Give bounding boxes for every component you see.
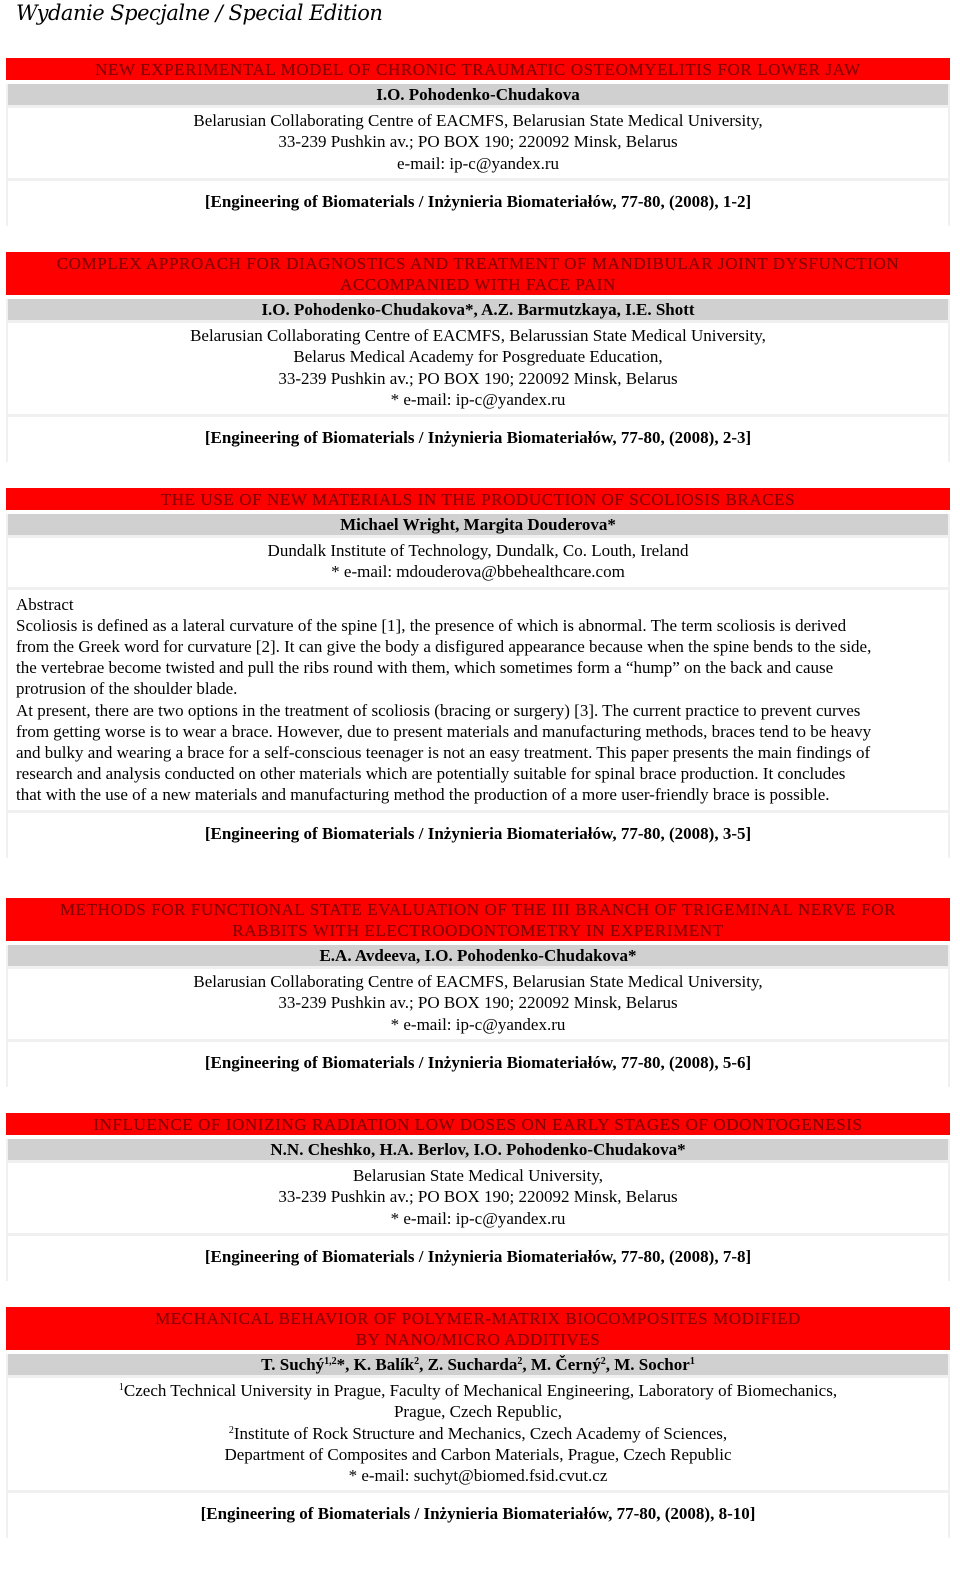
author-name: , Z. Sucharda [419, 1355, 518, 1374]
affiliation-line: Belarusian Collaborating Centre of EACMFS, Belarusian State Medical University, [193, 972, 763, 991]
author-affiliation-mark: 1 [689, 1356, 695, 1367]
affiliation-mark: 2 [228, 1424, 234, 1436]
article-reference: [Engineering of Biomaterials / Inżynieria Biomateriałów, 77-80, (2008), 1-2] [8, 181, 948, 226]
affiliation-line: 33-239 Pushkin av.; PO BOX 190; 220092 Minsk, Belarus [278, 132, 678, 152]
article-reference: [Engineering of Biomaterials / Inżynieria Biomateriałów, 77-80, (2008), 7-8] [8, 1236, 948, 1281]
article-title [6, 488, 950, 510]
affiliation-line: * e-mail: suchyt@biomed.fsid.cvut.cz [348, 1466, 608, 1486]
title-line: BY NANO/MICRO ADDITIVES [355, 1330, 601, 1349]
abstract-heading: Abstract [16, 594, 74, 614]
title-line: INFLUENCE OF IONIZING RADIATION LOW DOSES ON EARLY STAGES OF ODONTOGENESIS [93, 1115, 863, 1134]
author-affiliation-mark: 2 [600, 1356, 606, 1367]
article-2 [6, 252, 950, 462]
title-line: METHODS FOR FUNCTIONAL STATE EVALUATION OF THE III BRANCH OF TRIGEMINAL NERVE FOR [59, 900, 897, 919]
article-authors: Michael Wright, Margita Douderova* [8, 514, 948, 535]
article-title [6, 252, 950, 295]
article-reference: [Engineering of Biomaterials / Inżynieria Biomateriałów, 77-80, (2008), 8-10] [8, 1493, 948, 1538]
article-affiliation [8, 323, 948, 414]
title-line: MECHANICAL BEHAVIOR OF POLYMER-MATRIX BIOCOMPOSITES MODIFIED [155, 1309, 801, 1328]
article-affiliation [8, 538, 948, 587]
article-authors: N.N. Cheshko, H.A. Berlov, I.O. Pohodenko-Chudakova* [8, 1139, 948, 1160]
affiliation-line: $^2$Institute of Rock Structure and Mechanics, Czech Academy of Sciences, [228, 1423, 728, 1443]
author-name: , M. Sochor [605, 1355, 690, 1374]
article-6 [6, 1307, 950, 1538]
article-affiliation [8, 1163, 948, 1233]
author-affiliation-mark: 1,2 [324, 1356, 337, 1367]
affiliation-mark: 1 [118, 1382, 124, 1393]
author-name: T. Suchý [261, 1355, 325, 1374]
author-name: , M. Černý [522, 1355, 601, 1374]
affiliation-line: Belarus Medical Academy for Posgreduate Education, [293, 347, 663, 367]
article-reference: [Engineering of Biomaterials / Inżynieria Biomateriałów, 77-80, (2008), 5-6] [8, 1042, 948, 1087]
author-affiliation-mark: 2 [517, 1356, 523, 1367]
affiliation-line: Belarusian State Medical University, [352, 1166, 604, 1185]
author-name: *, K. Balík [336, 1355, 415, 1374]
affiliation-line: $^1$Czech Technical University in Prague, Faculty of Mechanical Engineering, Laboratory of Biomechanics, [118, 1381, 838, 1400]
article-title [6, 58, 950, 80]
affiliation-line: 33-239 Pushkin av.; PO BOX 190; 220092 Minsk, Belarus [278, 1187, 678, 1207]
affiliation-line: * e-mail: ip-c@yandex.ru [390, 389, 566, 409]
affiliation-line: Department of Composites and Carbon Materials, Prague, Czech Republic [224, 1444, 732, 1464]
article-authors: I.O. Pohodenko-Chudakova [8, 84, 948, 105]
article-title [6, 898, 950, 941]
affiliation-line: Belarusian Collaborating Centre of EACMFS, Belarussian State Medical University, [190, 326, 766, 345]
article-authors [8, 1354, 948, 1375]
abstract-line: that with the use of a new materials and manufacturing method the production of a more user-friendly brace is possible. [16, 785, 830, 805]
article-title [6, 1113, 950, 1135]
affiliation-line: * e-mail: ip-c@yandex.ru [390, 1208, 566, 1228]
abstract-line: protrusion of the shoulder blade. [16, 679, 238, 699]
abstract-line: and bulky and wearing a brace for a self-conscious teenager is not an easy treatment. This paper presents the main findings of [16, 743, 871, 763]
article-reference: [Engineering of Biomaterials / Inżynieria Biomateriałów, 77-80, (2008), 3-5] [8, 813, 948, 858]
abstract-line: research and analysis conducted on other materials which are potentially suitable for spinal brace production. It concludes [16, 764, 846, 784]
title-line: ACCOMPANIED WITH FACE PAIN [340, 275, 616, 294]
affiliation-line: e-mail: ip-c@yandex.ru [397, 153, 559, 173]
title-line: RABBITS WITH ELECTROODONTOMETRY IN EXPERIMENT [232, 921, 724, 940]
article-affiliation [8, 969, 948, 1039]
article-title [6, 1307, 950, 1350]
abstract-line: the vertebrae become twisted and pull the ribs round with them, which sometimes form a “hump” on the back and cause [16, 658, 834, 678]
abstract-line: from the Greek word for curvature [2]. It can give the body a disfigured appearance because when the spine bends to the side, [16, 637, 872, 656]
affiliation-line: * e-mail: ip-c@yandex.ru [390, 1014, 566, 1034]
author-affiliation-mark: 2 [414, 1356, 420, 1367]
article-affiliation [8, 108, 948, 178]
affiliation-line: * e-mail: mdouderova@bbehealthcare.com [331, 562, 625, 582]
article-reference: [Engineering of Biomaterials / Inżynieria Biomateriałów, 77-80, (2008), 2-3] [8, 417, 948, 462]
affiliation-line: 33-239 Pushkin av.; PO BOX 190; 220092 Minsk, Belarus [278, 368, 678, 388]
title-line: NEW EXPERIMENTAL MODEL OF CHRONIC TRAUMATIC OSTEOMYELITIS FOR LOWER JAW [95, 60, 861, 79]
affiliation-line: Dundalk Institute of Technology, Dundalk, Co. Louth, Ireland [267, 541, 689, 560]
affiliation-line: 33-239 Pushkin av.; PO BOX 190; 220092 Minsk, Belarus [278, 993, 678, 1013]
article-authors: E.A. Avdeeva, I.O. Pohodenko-Chudakova* [8, 945, 948, 966]
affiliation-line: Belarusian Collaborating Centre of EACMFS, Belarusian State Medical University, [193, 111, 763, 130]
abstract-line: from getting worse is to wear a brace. However, due to present materials and manufacturing methods, braces tend to be heavy [16, 721, 872, 741]
title-line: COMPLEX APPROACH FOR DIAGNOSTICS AND TREATMENT OF MANDIBULAR JOINT DYSFUNCTION [56, 254, 900, 273]
article-authors: I.O. Pohodenko-Chudakova*, A.Z. Barmutzkaya, I.E. Shott [8, 299, 948, 320]
abstract-line: At present, there are two options in the treatment of scoliosis (bracing or surgery) [3]. The current practice to prevent curves [16, 700, 861, 720]
article-affiliation [8, 1378, 948, 1490]
article-1 [6, 58, 950, 226]
affiliation-line: Prague, Czech Republic, [393, 1402, 563, 1422]
edition-header: Wydanie Specjalne / Special Edition [16, 1, 383, 25]
abstract-line: Scoliosis is defined as a lateral curvature of the spine [1], the presence of which is abnormal. The term scoliosis is derived [16, 615, 847, 635]
article-4 [6, 898, 950, 1087]
article-5 [6, 1113, 950, 1281]
title-line: THE USE OF NEW MATERIALS IN THE PRODUCTION OF SCOLIOSIS BRACES [160, 490, 796, 509]
article-3 [6, 488, 950, 858]
article-abstract [8, 590, 948, 810]
